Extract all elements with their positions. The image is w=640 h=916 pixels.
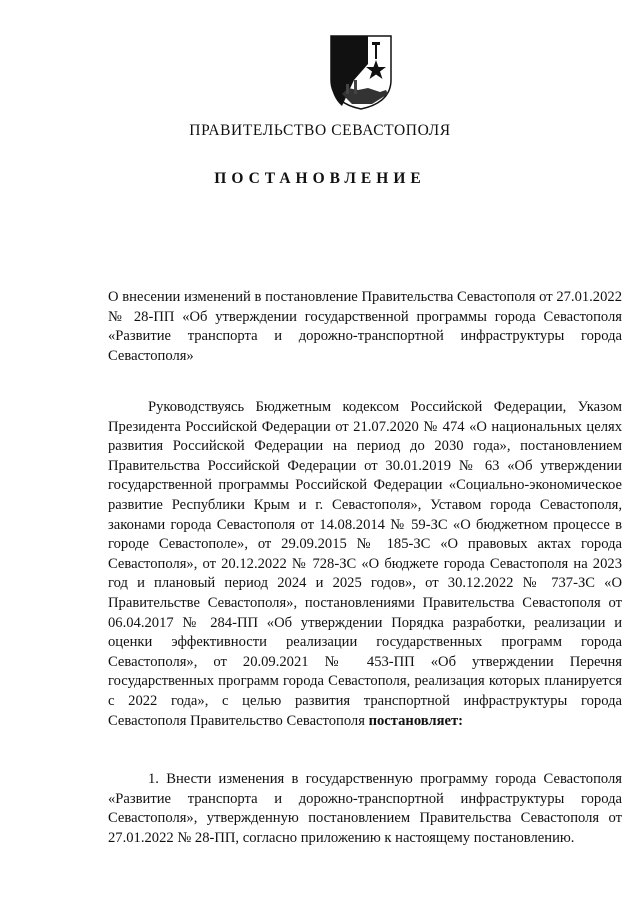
document-title: ПОСТАНОВЛЕНИЕ — [214, 170, 426, 187]
sevastopol-coat-of-arms-icon — [328, 34, 394, 110]
preamble-paragraph — [108, 398, 622, 731]
coat-of-arms — [328, 34, 394, 110]
document-subject: О внесении изменений в постановление Правительства Севастополя от 27.01.2022 № 28-ПП «Об утверждении государственной программы города Севастополя «Развитие транспорта и дорожно-транспортной инфраструктуры города Севастополя» — [108, 289, 622, 364]
resolves-word: постановляет: — [368, 712, 464, 729]
item-1-paragraph: 1. Внести изменения в государственную программу города Севастополя «Развитие транспорта и дорожно-транспортной инфраструктуры города Севастополя», утвержденную постановлением Правительства Севастополя от 27.01.2022 № 28-ПП, согласно приложению к настоящему постановлению. — [108, 771, 622, 846]
government-name: ПРАВИТЕЛЬСТВО СЕВАСТОПОЛЯ — [189, 122, 451, 139]
preamble-text: Руководствуясь Бюджетным кодексом Российской Федерации, Указом Президента Российской Федерации от 21.07.2020 № 474 «О национальных целях развития Российской Федерации на период до 2030 года», постановлением Правительства Российской Федерации от 30.01.2019 № 63 «Об утверждении государственной программы Российской Федерации «Социально-экономическое развитие Республики Крым и г. Севастополя», Уставом города Севастополя, законами города Севастополя от 14.08.2014 № 59-ЗС «О бюджетном процессе в городе Севастополе», от 29.09.2015 № 185-ЗС «О правовых актах города Севастополя», от 20.12.2022 № 728-ЗС «О бюджете города Севастополя на 2023 год и плановый период 2024 и 2025 годов», от 30.12.2022 № 737-ЗС «О Правительстве Севастополя», постановлениями Правительства Севастополя от 06.04.2017 № 284-ПП «Об утверждении Порядка разработки, реализации и оценки эффективности реализации государственных программ города Севастополя», от 20.09.2021 № 453-ПП «Об утверждении Перечня государственных программ города Севастополя, реализация которых планируется с 2022 года», с целью развития транспортной инфраструктуры города Севастополя Правительство Севастополя — [108, 399, 622, 729]
